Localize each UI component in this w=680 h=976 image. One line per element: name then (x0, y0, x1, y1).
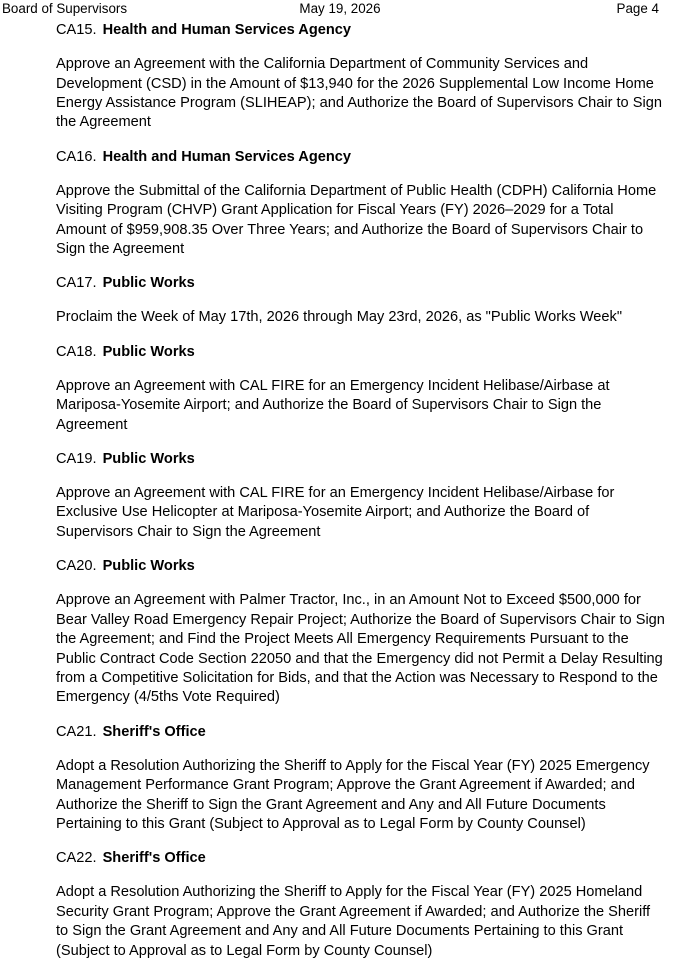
agenda-item-ca16 (56, 148, 666, 260)
item-number: CA15. (56, 22, 97, 38)
item-number: CA21. (56, 723, 97, 740)
agenda-item-heading (56, 849, 666, 868)
item-number: CA20. (56, 558, 97, 575)
item-description: Adopt a Resolution Authorizing the Sheriff to Apply for the Fiscal Year (FY) 2025 Homeland Security Grant Program; Approve the Grant Agreement if Awarded; and Authorize the Sheriff to Sign the Grant Agreement and Any and All Future Documents Pertaining to this Grant (Subject to Approval as to Legal Form by County Counsel) (56, 884, 651, 959)
item-number: CA19. (56, 450, 97, 467)
agenda-item-ca18 (56, 343, 666, 435)
item-number: CA17. (56, 275, 97, 292)
item-department: Public Works (102, 450, 195, 467)
item-department: Sheriff's Office (102, 723, 206, 740)
agenda-item-heading (56, 723, 666, 742)
item-department: Health and Human Services Agency (102, 148, 352, 165)
agenda-item-heading (56, 450, 666, 469)
agenda-item-heading (56, 274, 666, 293)
item-number: CA18. (56, 343, 97, 360)
agenda-item-ca17 (56, 274, 666, 328)
agenda-item-heading (56, 557, 666, 576)
item-number: CA22. (56, 850, 97, 867)
item-department: Public Works (102, 343, 195, 360)
agenda-item-heading (56, 343, 666, 362)
item-description: Approve an Agreement with Palmer Tractor, Inc., in an Amount Not to Exceed $500,000 for Bear Valley Road Emergency Repair Project; Authorize the Board of Supervisors Chair to Sign the Agreement; and Find the Project Meets All Emergency Requirements Pursuant to the Public Contract Code Section 22050 and that the Emergency did not Permit a Delay Resulting from a Competitive Solicitation for Bids, and that the Action was Necessary to Respond to the Emergency (4/5ths Vote Required) (56, 592, 665, 706)
item-description: Proclaim the Week of May 17th, 2026 through May 23rd, 2026, as "Public Works Week" (56, 309, 623, 326)
agenda-item-ca22 (56, 849, 666, 961)
agenda-item-ca15 (56, 21, 666, 133)
item-description: Adopt a Resolution Authorizing the Sheriff to Apply for the Fiscal Year (FY) 2025 Emergency Management Performance Grant Program; Approve the Grant Agreement if Awarded; and Authorize the Sheriff to Sign the Grant Agreement and Any and All Future Documents Pertaining to this Grant (Subject to Approval as to Legal Form by County Counsel) (56, 757, 650, 832)
agenda-item-ca19 (56, 450, 666, 542)
agenda-item-ca20 (56, 557, 666, 708)
item-department: Public Works (102, 275, 195, 292)
consent-agenda-items (56, 21, 666, 976)
item-description: Approve an Agreement with CAL FIRE for an Emergency Incident Helibase/Airbase for Exclusive Use Helicopter at Mariposa-Yosemite Airport; and Authorize the Board of Supervisors Chair to Sign the Agreement (56, 485, 615, 540)
agenda-item-heading (56, 148, 666, 167)
item-description: Approve the Submittal of the California Department of Public Health (CDPH) California Home Visiting Program (CHVP) Grant Application for Fiscal Years (FY) 2026–2029 for a Total Amount of $959,908.35 Over Three Years; and Authorize the Board of Supervisors Chair to Sign the Agreement (56, 182, 657, 258)
item-description: Approve an Agreement with the California Department of Community Services and Development (CSD) in the Amount of $13,940 for the 2026 Supplemental Low Income Home Energy Assistance Program (SLIHEAP); and Authorize the Board of Supervisors Chair to Sign the Agreement (56, 56, 662, 131)
item-department: Public Works (102, 558, 195, 575)
page-header (0, 0, 680, 18)
item-department: Health and Human Services Agency (102, 22, 352, 38)
agenda-item-ca21 (56, 723, 666, 835)
item-description: Approve an Agreement with CAL FIRE for an Emergency Incident Helibase/Airbase at Mariposa-Yosemite Airport; and Authorize the Board of Supervisors Chair to Sign the Agreement (56, 377, 610, 433)
header-date: May 19, 2026 (299, 1, 381, 16)
header-page-number: Page 4 (616, 1, 659, 16)
item-department: Sheriff's Office (102, 850, 206, 867)
header-board-name: Board of Supervisors (2, 1, 128, 16)
agenda-item-heading (56, 21, 666, 40)
item-number: CA16. (56, 148, 97, 165)
